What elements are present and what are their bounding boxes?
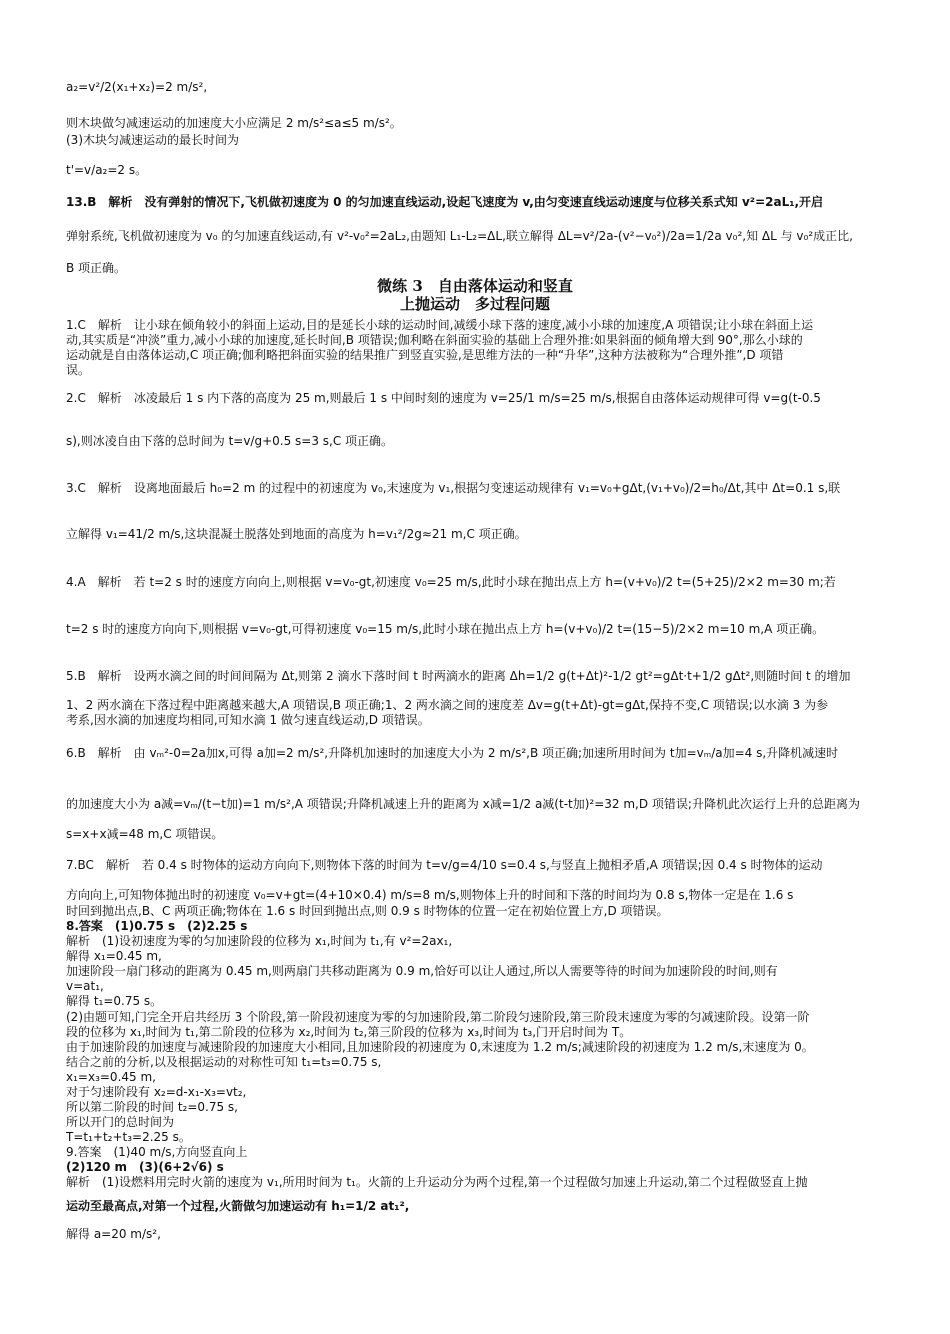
line-15: 4.A 解析 若 t=2 s 时的速度方向向上,则根据 v=v₀-gt,初速度 v₀=25 m/s,此时小球在抛出点上方 h=(v+v₀)/2 t=(5+25)/2×2 m=30 m;若 (66, 575, 836, 589)
line-1: 则木块做匀减速运动的加速度大小应满足 2 m/s²≤a≤5 m/s²。 (66, 116, 402, 130)
line-27: 解析 (1)设初速度为零的匀加速阶段的位移为 x₁,时间为 t₁,有 v²=2ax₁, (66, 934, 453, 948)
line-32: (2)由题可知,门完全开启共经历 3 个阶段,第一阶段初速度为零的匀加速阶段,第二阶段匀速阶段,第三阶段末速度为零的匀减速阶段。设第一阶 (66, 1010, 810, 1024)
line-7: 1.C 解析 让小球在倾角较小的斜面上运动,目的是延长小球的运动时间,减缓小球下落的速度,减小小球的加速度,A 项错误;让小球在斜面上运 (66, 318, 814, 332)
line-19: 考系,因水滴的加速度均相同,可知水滴 1 做匀速直线运动,D 项错误。 (66, 713, 430, 727)
line-4: 13.B 解析 没有弹射的情况下,飞机做初速度为 0 的匀加速直线运动,设起飞速度为 v,由匀变速直线运动速度与位移关系式知 v²=2aL₁,开启 (66, 195, 824, 209)
line-2: (3)木块匀减速运动的最长时间为 (66, 133, 239, 147)
line-42: (2)120 m (3)(6+2√6) s (66, 1160, 224, 1174)
line-5: 弹射系统,飞机做初速度为 v₀ 的匀加速直线运动,有 v²-v₀²=2aL₂,由题知 L₁-L₂=ΔL,联立解得 ΔL=v²/2a-(v²−v₀²)/2a=1/2a v₀²,知 ΔL 与 v₀²成正比, (66, 229, 853, 243)
line-3: t'=v/a₂=2 s。 (66, 163, 148, 177)
line-26: 8.答案 (1)0.75 s (2)2.25 s (66, 919, 248, 933)
line-12: s),则冰凌自由下落的总时间为 t=v/g+0.5 s=3 s,C 项正确。 (66, 434, 394, 448)
line-34: 由于加速阶段的加速度与减速阶段的加速度大小相同,且加速阶段的初速度为 0,末速度为 1.2 m/s;减速阶段的初速度为 1.2 m/s,末速度为 0。 (66, 1040, 814, 1054)
line-41: 9.答案 (1)40 m/s,方向竖直向上 (66, 1145, 248, 1159)
line-30: v=at₁, (66, 979, 104, 993)
section-title-line2: 上抛运动 多过程问题 (399, 295, 550, 313)
line-22: s=x+x减=48 m,C 项错误。 (66, 827, 224, 841)
line-14: 立解得 v₁=41/2 m/s,这块混凝土脱落处到地面的高度为 h=v₁²/2g≈21 m,C 项正确。 (66, 527, 527, 541)
line-31: 解得 t₁=0.75 s。 (66, 994, 163, 1008)
line-25: 时回到抛出点,B、C 两项正确;物体在 1.6 s 时回到抛出点,则 0.9 s 时物体的位置一定在初始位置上方,D 项错误。 (66, 904, 669, 918)
line-38: 所以第二阶段的时间 t₂=0.75 s, (66, 1100, 238, 1114)
line-45: 解得 a=20 m/s², (66, 1227, 161, 1241)
line-20: 6.B 解析 由 vₘ²-0=2a加x,可得 a加=2 m/s²,升降机加速时的加速度大小为 2 m/s²,B 项正确;加速所用时间为 t加=vₘ/a加=4 s,升降机减速时 (66, 746, 839, 760)
line-39: 所以开门的总时间为 (66, 1115, 175, 1129)
line-33: 段的位移为 x₁,时间为 t₁,第二阶段的位移为 x₂,时间为 t₂,第三阶段的位移为 x₃,时间为 t₃,门开启时间为 T。 (66, 1025, 632, 1039)
line-29: 加速阶段一扇门移动的距离为 0.45 m,则两扇门共移动距离为 0.9 m,恰好可以让人通过,所以人需要等待的时间为加速阶段的时间,则有 (66, 964, 778, 978)
line-44: 运动至最高点,对第一个过程,火箭做匀加速运动有 h₁=1/2 at₁², (66, 1199, 410, 1213)
line-6: B 项正确。 (66, 261, 127, 275)
line-36: x₁=x₃=0.45 m, (66, 1070, 156, 1084)
line-18: 1、2 两水滴在下落过程中距离越来越大,A 项错误,B 项正确;1、2 两水滴之间的速度差 Δv=g(t+Δt)-gt=gΔt,保持不变,C 项错误;以水滴 3 为参 (66, 698, 829, 712)
line-8: 动,其实质是“冲淡”重力,减小小球的加速度,延长时间,B 项错误;伽利略在斜面实验的基础上合理外推:如果斜面的倾角增大到 90°,那么小球的 (66, 333, 803, 347)
line-28: 解得 x₁=0.45 m, (66, 949, 162, 963)
line-21: 的加速度大小为 a减=vₘ/(t−t加)=1 m/s²,A 项错误;升降机减速上升的距离为 x减=1/2 a减(t-t加)²=32 m,D 项错误;升降机此次运行上升的总距离为 (66, 797, 860, 811)
line-43: 解析 (1)设燃料用完时火箭的速度为 v₁,所用时间为 t₁。火箭的上升运动分为两个过程,第一个过程做匀加速上升运动,第二个过程做竖直上抛 (66, 1175, 808, 1189)
line-10: 误。 (66, 363, 91, 377)
line-35: 结合之前的分析,以及根据运动的对称性可知 t₁=t₃=0.75 s, (66, 1055, 382, 1069)
line-13: 3.C 解析 设离地面最后 h₀=2 m 的过程中的初速度为 v₀,末速度为 v₁,根据匀变速运动规律有 v₁=v₀+gΔt,(v₁+v₀)/2=h₀/Δt,其中 Δt=0.1 s,联 (66, 481, 841, 495)
line-16: t=2 s 时的速度方向向下,则根据 v=v₀-gt,可得初速度 v₀=15 m/s,此时小球在抛出点上方 h=(v+v₀)/2 t=(15−5)/2×2 m=10 m,A 项正确。 (66, 622, 825, 636)
line-0: a₂=v²/2(x₁+x₂)=2 m/s², (66, 80, 208, 94)
line-23: 7.BC 解析 若 0.4 s 时物体的运动方向向下,则物体下落的时间为 t=v/g=4/10 s=0.4 s,与竖直上抛相矛盾,A 项错误;因 0.4 s 时物体的运动 (66, 858, 823, 872)
line-17: 5.B 解析 设两水滴之间的时间间隔为 Δt,则第 2 滴水下落时间 t 时两滴水的距离 Δh=1/2 g(t+Δt)²-1/2 gt²=gΔt·t+1/2 gΔt²,则随时间 t 的增加 (66, 669, 851, 683)
section-title-line1: 微练 3 自由落体运动和竖直 (377, 277, 573, 295)
line-11: 2.C 解析 冰凌最后 1 s 内下落的高度为 25 m,则最后 1 s 中间时刻的速度为 v=25/1 m/s=25 m/s,根据自由落体运动规律可得 v=g(t-0.5 (66, 391, 821, 405)
line-9: 运动就是自由落体运动,C 项正确;伽利略把斜面实验的结果推广到竖直实验,是思维方法的一种“升华”,这种方法被称为“合理外推”,D 项错 (66, 348, 784, 362)
line-40: T=t₁+t₂+t₃=2.25 s。 (66, 1130, 191, 1144)
line-24: 方向向上,可知物体抛出时的初速度 v₀=v+gt=(4+10×0.4) m/s=8 m/s,则物体上升的时间和下落的时间均为 0.8 s,物体一定是在 1.6 s (66, 888, 794, 902)
line-37: 对于匀速阶段有 x₂=d-x₁-x₃=vt₂, (66, 1085, 247, 1099)
